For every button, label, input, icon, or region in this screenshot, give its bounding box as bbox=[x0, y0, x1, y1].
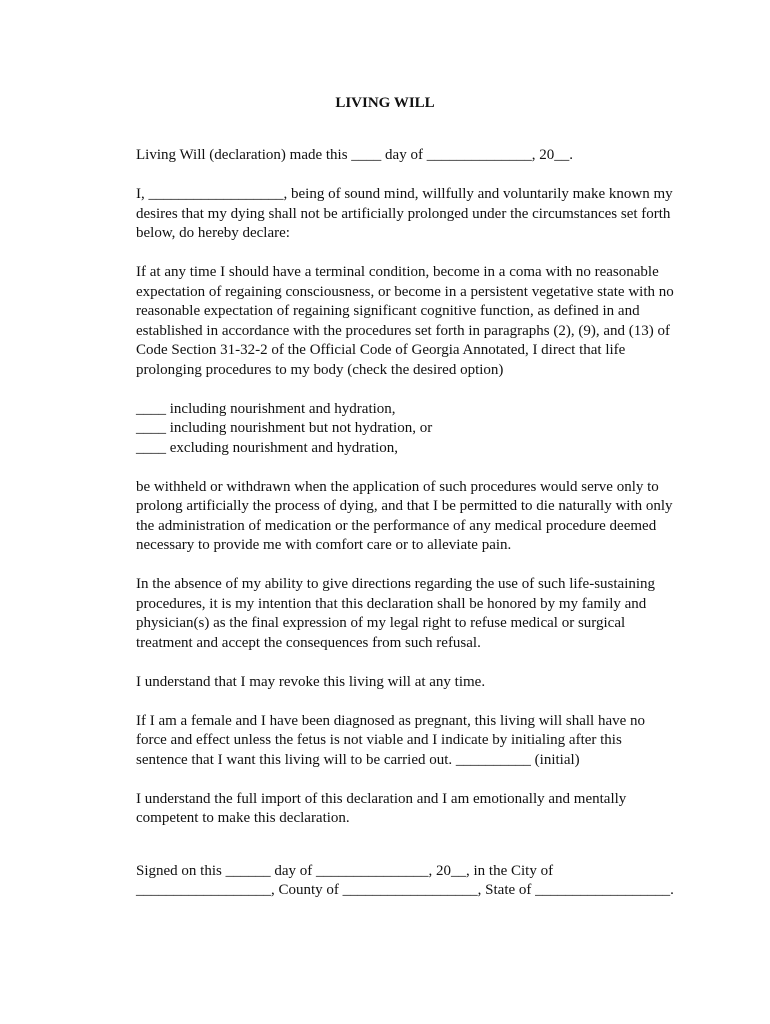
signature-paragraph: Signed on this ______ day of _______________, 20__, in the City of __________________, County of __________________, State of __________________. bbox=[136, 862, 674, 898]
intro-paragraph: I, __________________, being of sound mind, willfully and voluntarily make known my desires that my dying shall not be artificially prolonged under the circumstances set forth below, do hereby declare: bbox=[136, 186, 673, 241]
condition-paragraph: If at any time I should have a terminal condition, become in a coma with no reasonable expectation of regaining consciousness, or become in a persistent vegetative state with no reasonable expectation of regaining significant cognitive function, as defined in and established in accordance with the procedures set forth in paragraphs (2), (9), and (13) of Code Section 31-32-2 of the Official Code of Georgia Annotated, I direct that life prolonging procedures to my body (check the desired option) bbox=[136, 264, 674, 378]
option-nourishment-only: ____ including nourishment but not hydration, or bbox=[136, 420, 433, 436]
revoke-paragraph: I understand that I may revoke this living will at any time. bbox=[136, 673, 486, 690]
withheld-paragraph: be withheld or withdrawn when the application of such procedures would serve only to prolong artificially the process of dying, and that I be permitted to die naturally with only the administration of medication or the performance of any medical procedure deemed necessary to provide me with comfort care or to alleviate pain. bbox=[136, 478, 673, 553]
document-body bbox=[136, 146, 696, 901]
document-title: LIVING WILL bbox=[335, 95, 435, 111]
option-including-both: ____ including nourishment and hydration, bbox=[136, 400, 396, 417]
pregnancy-paragraph: If I am a female and I have been diagnosed as pregnant, this living will shall have no force and effect unless the fetus is not viable and I indicate by initialing after this sentence that I want this living will to be carried out. __________ (initial) bbox=[136, 712, 646, 768]
understanding-paragraph: I understand the full import of this declaration and I am emotionally and mentally competent to make this declaration. bbox=[136, 790, 627, 826]
options-list bbox=[136, 400, 696, 459]
declaration-date-line: Living Will (declaration) made this ____ day of ______________, 20__. bbox=[136, 147, 573, 163]
option-excluding-both: ____ excluding nourishment and hydration, bbox=[136, 439, 399, 456]
absence-paragraph: In the absence of my ability to give directions regarding the use of such life-sustaining procedures, it is my intention that this declaration shall be honored by my family and physician(s) as the final expression of my legal right to refuse medical or surgical treatment and accept the consequences from such refusal. bbox=[136, 576, 656, 651]
